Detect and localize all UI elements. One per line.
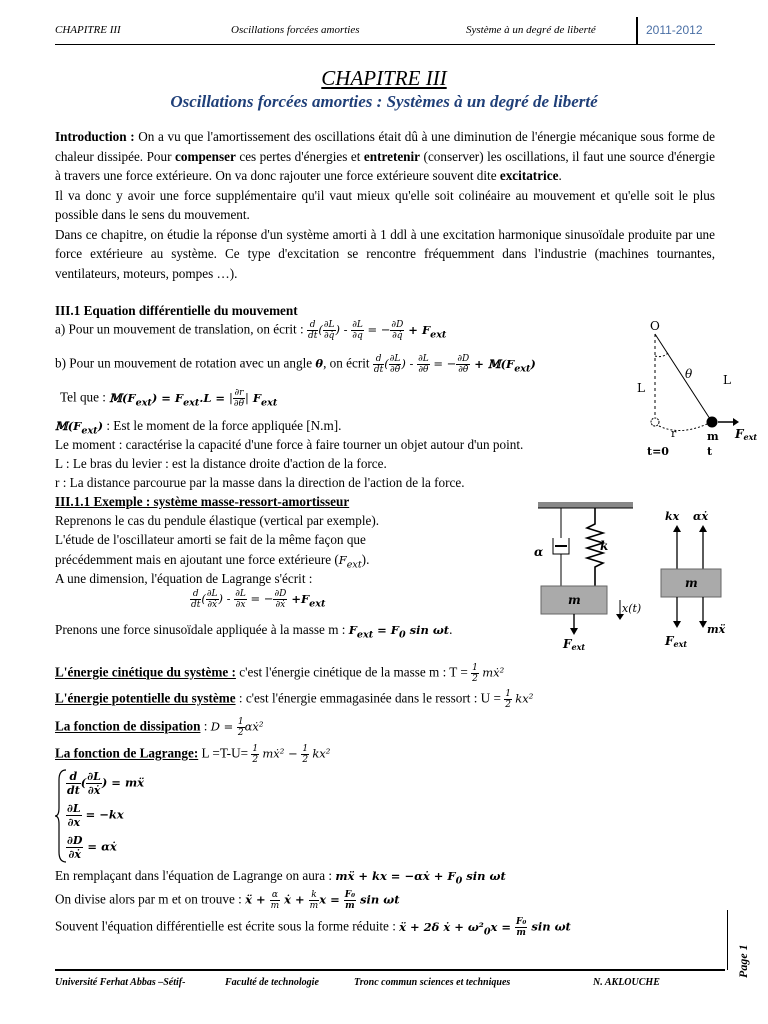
pendulum-label-t0: t=0 bbox=[647, 445, 669, 458]
moment-definition: $𝕄(F_{ext})$ : Est le moment de la force appliquée [N.m]. bbox=[55, 418, 342, 437]
intro-paragraph: Introduction : On a vu que l'amortissement des oscillations était dû à une diminution de l'énergie mécanique sous forme de chaleur dissipée. Pour compenser ces pertes d'énergies et entretenir (conserver) les oscillations, il faut une source d'énergie à travers une force extérieure. On va donc rajouter une force extérieure souvent dite excitatrice. Il va donc y avoir une force supplémentaire qu'il vaut mieux qu'elle soit colinéaire au mouvement et qu'elle soit le plus possible dans le sens du mouvement. Dans ce chapitre, on étudie la réponse d'un système amorti à 1 ddl à une excitation harmonique sinusoïdale produite par une force extérieure au système. Ce type d'excitation se rencontre fréquemment dans l'industrie (machines tournantes, ventilateurs, moteurs, pompes …). bbox=[55, 127, 715, 283]
example-p5: Prenons une force sinusoïdale appliquée à la masse m : $F_{ext} = F_0$ sin ωt. bbox=[55, 622, 453, 641]
footer-university: Université Ferhat Abbas –Sétif- bbox=[55, 977, 186, 988]
intro-p2: Il va donc y avoir une force supplémentaire qu'il vaut mieux qu'elle soit colinéaire au mouvement et qu'elle soit le plus possible dans le sens du mouvement. bbox=[55, 187, 715, 222]
pendulum-rod bbox=[655, 334, 712, 422]
damper-label: α bbox=[534, 545, 544, 559]
eq-translation: a) Pour un mouvement de translation, on écrit : $\frac{d}{dt}$ ( $\frac{\partial L}{\partial q̇}$ ) - $\frac{\partial L}{\partial q}$ = − $\frac{\partial D}{\partial q̇}$ + $F_{ext}$ bbox=[55, 320, 447, 341]
initial-position bbox=[651, 418, 659, 426]
page-number-rule bbox=[727, 910, 728, 970]
fbd-arrowhead-F bbox=[673, 621, 681, 628]
pendulum-label-L1: L bbox=[637, 381, 645, 395]
fbd-arrowhead-mx bbox=[699, 621, 707, 628]
free-body-diagram bbox=[655, 505, 755, 650]
page-title: CHAPITRE III bbox=[321, 66, 447, 90]
angle-arc bbox=[655, 353, 668, 357]
final-eq-3: Souvent l'équation différentielle est écrite sous la forme réduite : ẍ + 2δ ẋ + $\omega^2_0x$ = $\frac{\text{F₀}}{m}$ sin ωt bbox=[55, 917, 571, 938]
moment-text: Le moment : caractérise la capacité d'une force à faire tourner un objet autour d'un point. bbox=[55, 437, 524, 452]
fbd-label-kx: kx bbox=[665, 510, 680, 523]
potential-energy: L'énergie potentielle du système : c'est l'énergie emmagasinée dans le ressort : U = $\frac{1}{2}$ kx² bbox=[55, 689, 534, 710]
final-eq-1: En remplaçant dans l'équation de Lagrange on aura : mẍ + kx = −αẋ + $F_0$ sin ωt bbox=[55, 868, 506, 887]
eq-sys-3: $\frac{\partial D}{\text{∂ẋ}}$ = αẋ bbox=[67, 834, 117, 861]
pendulum-label-t: t bbox=[707, 445, 713, 458]
eq-sys-1: $\frac{d}{dt}$ ( $\frac{\partial L}{\text{∂ẋ}}$ ) = mẍ bbox=[67, 770, 144, 797]
section-heading-11: III.1.1 Exemple : système masse-ressort-amortisseur bbox=[55, 494, 350, 509]
eq-sys-2: $\frac{\partial L}{\partial x}$ = −kx bbox=[67, 802, 124, 829]
spring-force-label: Fext bbox=[563, 637, 586, 650]
pendulum-label-theta: θ bbox=[685, 367, 693, 381]
eq-rotation: b) Pour un mouvement de rotation avec un angle θ, on écrit $\frac{d}{dt}$ ( $\frac{\partial L}{\partial\thetȧ}$ ) - $\frac{\partial L}{\partial\theta}$ = − $\frac{\partial D}{\partial\thetȧ}$ + $𝕄(F_{ext})$ bbox=[55, 354, 536, 375]
example-p4: A une dimension, l'équation de Lagrange s'écrit : bbox=[55, 571, 313, 586]
example-p3: précédemment mais en ajoutant une force extérieure $(F_{ext})$. bbox=[55, 552, 370, 571]
fbd-label-mx: mẍ bbox=[707, 623, 726, 636]
ceiling bbox=[538, 502, 633, 508]
force-arrowhead-2 bbox=[570, 628, 578, 635]
fbd-arrowhead-ax bbox=[699, 525, 707, 532]
intro-p3: Dans ce chapitre, on étudie la réponse d'un système amorti à 1 ddl à une excitation harmonique sinusoïdale produite par une force extérieure au système. Ce type d'excitation se rencontre fréquemment dans l'industrie (machines tournantes, ventilateurs, moteurs, pompes …). bbox=[55, 226, 715, 281]
footer-faculty: Faculté de technologie bbox=[225, 977, 319, 988]
intro-label: Introduction : bbox=[55, 129, 135, 144]
lever-text: L : Le bras du levier : est la distance droite d'action de la force. bbox=[55, 456, 387, 471]
system-equations bbox=[66, 770, 144, 866]
fbd-label-F: Fext bbox=[665, 634, 688, 649]
section-heading-1: III.1 Equation différentielle du mouvement bbox=[55, 303, 298, 318]
pendulum-mass bbox=[707, 417, 718, 428]
footer-tronc: Tronc commun sciences et techniques bbox=[354, 977, 511, 988]
spring-mass-damper-diagram bbox=[528, 500, 658, 650]
header-rule bbox=[55, 44, 715, 45]
header-topic: Oscillations forcées amorties bbox=[231, 24, 360, 36]
example-p1: Reprenons le cas du pendule élastique (vertical par exemple). bbox=[55, 513, 380, 528]
fbd-label-m: m bbox=[685, 576, 698, 590]
header-system: Système à un degré de liberté bbox=[466, 24, 596, 36]
lagrange-function: La fonction de Lagrange: L =T-U= $\frac{1}{2}$ mẋ² − $\frac{1}{2}$ kx² bbox=[55, 744, 331, 765]
page-subtitle: Oscillations forcées amorties : Systèmes à un degré de liberté bbox=[170, 92, 598, 111]
pendulum-label-m: m bbox=[707, 430, 719, 443]
pendulum-diagram bbox=[635, 316, 765, 466]
header-divider bbox=[636, 17, 638, 45]
eq-lagrange-1d: $\frac{d}{dt}$ ( $\frac{\partial L}{\text{∂ẋ}}$ ) - $\frac{\partial L}{\partial x}$ = − $\frac{\partial D}{\text{∂ẋ}}$ $+F_{ext}$ bbox=[191, 589, 326, 610]
fbd-arrowhead-kx bbox=[673, 525, 681, 532]
footer-rule bbox=[55, 969, 725, 971]
pendulum-label-r: r bbox=[671, 427, 677, 440]
page-number: Page 1 bbox=[736, 944, 750, 978]
fbd-label-ax: αẋ bbox=[693, 510, 709, 523]
arc-r bbox=[659, 424, 707, 431]
final-eq-2: On divise alors par m et on trouve : ẍ + $\frac{\alpha}{m}$ ẋ + $\frac{k}{m}$ x = $\frac{\text{F₀}}{m}$ sin ωt bbox=[55, 890, 400, 911]
mass-label: m bbox=[568, 593, 581, 607]
header-year: 2011-2012 bbox=[646, 23, 703, 37]
displacement-label: x(t) bbox=[622, 602, 642, 615]
pendulum-label-O: O bbox=[650, 319, 660, 333]
distance-text: r : La distance parcourue par la masse dans la direction de l'action de la force. bbox=[55, 475, 465, 490]
footer-author: N. AKLOUCHE bbox=[593, 977, 660, 988]
pendulum-label-L2: L bbox=[723, 373, 731, 387]
dissipation-function: La fonction de dissipation : D = $\frac{1}{2}$ αẋ² bbox=[55, 717, 264, 738]
force-arrowhead bbox=[733, 418, 739, 426]
header-chapter: CHAPITRE III bbox=[55, 24, 121, 36]
pendulum-label-F: Fext bbox=[735, 427, 758, 442]
kinetic-energy: L'énergie cinétique du système : c'est l'énergie cinétique de la masse m : T = $\frac{1}{2}$ mẋ² bbox=[55, 663, 505, 684]
spring-label: k bbox=[600, 539, 609, 553]
eq-moment: Tel que : $𝕄(F_{ext}) = F_{ext}.L$ = | $\frac{\partial r}{\partial\theta}$ | $F_{ext}$ bbox=[60, 388, 278, 409]
example-p2: L'étude de l'oscillateur amorti se fait de la même façon que bbox=[55, 532, 366, 547]
